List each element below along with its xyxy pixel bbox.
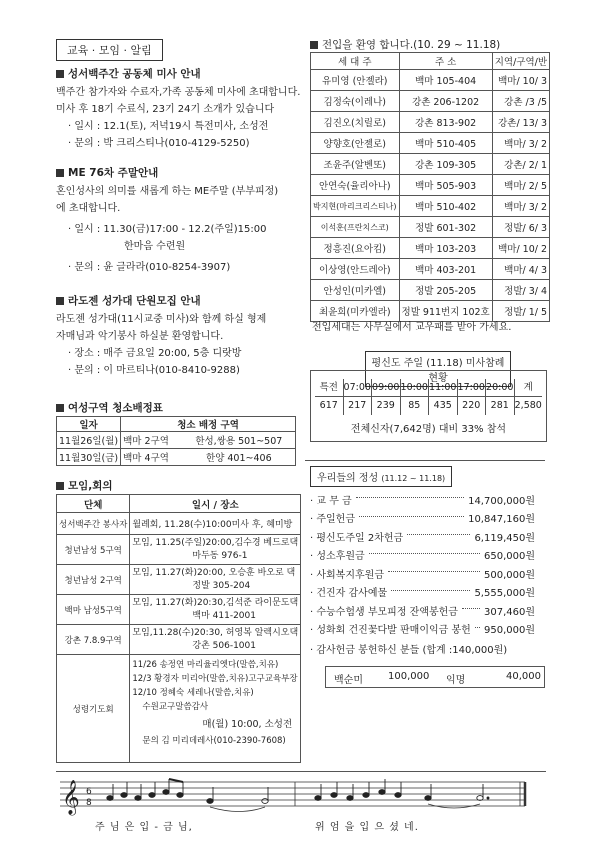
offering-row	[310, 564, 535, 583]
head-cell: 이석훈(프란치스코)	[311, 217, 400, 238]
head-cell: 박지현(마리크리스티나)	[311, 196, 400, 217]
zone-cell: 백마/ 3/ 2	[492, 196, 549, 217]
donor-amount: 40,000	[506, 671, 541, 682]
group-cell: 청년남성 5구역	[57, 535, 130, 565]
meetings-heading: 모임,회의	[56, 478, 113, 493]
cell: 11월30일(금)	[57, 449, 121, 466]
attendance-summary: 전체신자(7,642명) 대비 33% 참석	[350, 424, 507, 435]
notice-line: 라도젠 성가대(11시교중 미사)와 함께 하실 형제	[56, 314, 267, 325]
offering-label: · 교 무 금	[310, 495, 352, 507]
table-header: 세 대 주	[311, 53, 400, 70]
notice-line: 백주간 참가자와 수료자,가족 공동체 미사에 초대합니다.	[56, 87, 301, 98]
attendance-value-cell: 85	[401, 397, 430, 415]
zone-cell: 백마/ 2/ 5	[492, 175, 549, 196]
zone-cell: 백마/ 3/ 2	[492, 133, 549, 154]
offering-amount: 6,119,450원	[474, 532, 535, 544]
attendance-value-cell: 281	[486, 397, 515, 415]
leader-dots	[388, 571, 480, 572]
offering-row	[310, 583, 535, 602]
svg-text:6: 6	[86, 787, 92, 797]
table-row	[311, 238, 550, 259]
notice-bible-mass	[56, 66, 301, 152]
table-row	[57, 449, 296, 466]
notice-line: 자매님과 악기봉사 하실분 환영합니다.	[56, 331, 224, 342]
divider	[305, 460, 545, 461]
head-cell: 유미영 (안젤라)	[311, 70, 400, 91]
address-cell: 백마 510-402	[399, 196, 492, 217]
cell: 백마 2구역	[121, 432, 183, 449]
head-cell: 김진오(치릴로)	[311, 112, 400, 133]
offering-row	[310, 490, 535, 509]
when-cell: 모임, 11.27(화)20:30,김석준 라이문도댁 백마 411-2001	[130, 595, 301, 625]
table-row	[311, 217, 550, 238]
table-row	[57, 535, 301, 565]
table-header: 청소 배정 구역	[121, 417, 296, 432]
zone-cell: 정발/ 1/ 5	[492, 301, 549, 322]
offering-label: · 성소후원금	[310, 551, 365, 563]
music-staff	[60, 774, 530, 820]
when-cell: 모임, 11.25(주일)20:00,김수경 베드로댁 마두동 976-1	[130, 535, 301, 565]
donor-name: 백순미	[334, 675, 363, 686]
cell: 백마 4구역	[121, 449, 183, 466]
offering-amount: 950,000원	[483, 625, 535, 637]
address-cell: 강촌 206-1202	[399, 91, 492, 112]
cleaning-heading: 여성구역 청소배정표	[56, 400, 163, 415]
address-cell: 강촌 109-305	[399, 154, 492, 175]
table-row	[57, 432, 296, 449]
attendance-heading: 평신도 주일 (11.18) 미사참례 현황	[365, 351, 511, 387]
bullet-square-icon	[56, 70, 64, 78]
group-cell: 성서백주간 봉사자	[57, 513, 130, 535]
head-cell: 최윤희(미카엘라)	[311, 301, 400, 322]
leader-dots	[356, 497, 464, 498]
notice-contact: · 문의 : 윤 글라라(010-8254-3907)	[68, 262, 231, 273]
table-header: 지역/구역/반	[492, 53, 549, 70]
table-row	[311, 259, 550, 280]
notice-heading: ME 76차 주말안내	[56, 165, 296, 180]
notice-line: 미사 후 18기 수료식, 23기 24기 소개가 있습니다	[56, 104, 275, 115]
group-cell: 청년남성 2구역	[57, 565, 130, 595]
attendance-value-cell: 2,580	[514, 400, 542, 411]
svg-text:𝄞: 𝄞	[62, 780, 80, 815]
offering-label: · 건진자 감사예물	[310, 588, 388, 600]
address-cell: 백마 105-404	[399, 70, 492, 91]
zone-cell: 백마/ 10/ 2	[492, 238, 549, 259]
offering-row	[310, 527, 535, 546]
attendance-header-cell: 계	[515, 379, 543, 397]
newcomers-heading: 전입을 환영 합니다.(10. 29 ~ 11.18)	[310, 37, 500, 52]
table-row	[311, 133, 550, 154]
leader-dots	[369, 553, 480, 554]
group-cell: 성령기도회	[57, 655, 130, 763]
offering-label: · 평신도주일 2차헌금	[310, 532, 404, 544]
offerings-list	[310, 490, 535, 638]
attendance-value-row	[315, 397, 542, 415]
attendance-value-cell: 217	[344, 397, 373, 415]
notice-contact: · 문의 : 박 크리스티나(010-4129-5250)	[68, 138, 250, 149]
zone-cell: 백마/ 4/ 3	[492, 259, 549, 280]
zone-cell: 강촌/ 2/ 1	[492, 154, 549, 175]
head-cell: 양향호(안젤로)	[311, 133, 400, 154]
table-row	[57, 655, 301, 763]
offering-amount: 650,000원	[483, 551, 535, 563]
thanks-label: · 감사헌금 봉헌하신 분들 (합계 :140,000원)	[310, 645, 508, 656]
notice-me-weekend	[56, 165, 296, 276]
attendance-value-cell: 239	[372, 397, 401, 415]
leader-dots	[462, 608, 480, 609]
group-cell: 백마 남성5구역	[57, 595, 130, 625]
attendance-header-cell: 17:00	[458, 379, 487, 397]
notice-date: · 일시 : 11.30(금)17:00 - 12.2(주일)15:00	[68, 224, 267, 235]
notice-date: · 일시 : 12.1(토), 저녁19시 특전미사, 소성전	[68, 121, 269, 132]
address-cell: 백마 103-203	[399, 238, 492, 259]
offering-row	[310, 546, 535, 565]
notice-contact: · 문의 : 이 마르티나(010-8410-9288)	[68, 365, 240, 376]
meetings-table	[56, 494, 301, 763]
table-row	[57, 625, 301, 655]
section-title: 교육 · 모임 · 알림	[56, 39, 163, 61]
attendance-header-cell: 20:00	[486, 379, 515, 397]
table-row	[311, 91, 550, 112]
leader-dots	[475, 627, 480, 628]
lyrics-line: 주 님 은 입 - 금 님,	[95, 822, 193, 833]
offering-label: · 주일헌금	[310, 514, 355, 526]
bullet-square-icon	[56, 404, 64, 412]
bullet-square-icon	[56, 297, 64, 305]
bullet-square-icon	[310, 41, 318, 49]
attendance-header-cell: 11:00	[429, 379, 458, 397]
head-cell: 조윤주(알벤또)	[311, 154, 400, 175]
leader-dots	[359, 516, 464, 517]
offering-amount: 5,555,000원	[474, 588, 535, 600]
offering-row	[310, 601, 535, 620]
zone-cell: 백마/ 10/ 3	[492, 70, 549, 91]
address-cell: 백마 403-201	[399, 259, 492, 280]
table-header: 일시 / 장소	[130, 495, 301, 513]
cleaning-table	[56, 416, 296, 466]
address-cell: 백마 505-903	[399, 175, 492, 196]
newcomers-note: 전입세대는 사무실에서 교우패를 받아 가세요.	[312, 322, 512, 333]
table-row	[57, 565, 301, 595]
offering-amount: 14,700,000원	[468, 495, 535, 507]
divider	[56, 771, 546, 772]
attendance-box	[310, 370, 547, 442]
table-row	[311, 196, 550, 217]
head-cell: 이상영(안드레아)	[311, 259, 400, 280]
address-cell: 정발 911번지 102호	[399, 301, 492, 322]
table-row	[57, 513, 301, 535]
offering-amount: 307,460원	[483, 606, 535, 618]
donor-box	[325, 666, 545, 688]
offering-label: · 사회복지후원금	[310, 569, 384, 581]
notice-line: 에 초대합니다.	[56, 203, 121, 214]
table-row	[311, 280, 550, 301]
notice-choir	[56, 293, 296, 379]
table-header: 주 소	[399, 53, 492, 70]
group-cell: 강촌 7.8.9구역	[57, 625, 130, 655]
offering-label: · 성화회 건진꽃다발 판매이익금 봉헌	[310, 625, 471, 637]
zone-cell: 정발/ 3/ 4	[492, 280, 549, 301]
head-cell: 김정숙(이레나)	[311, 91, 400, 112]
bullet-square-icon	[56, 169, 64, 177]
notice-place: · 장소 : 매주 금요일 20:00, 5층 디랏방	[68, 348, 242, 359]
offering-row	[310, 620, 535, 639]
table-row	[311, 154, 550, 175]
zone-cell: 강촌 /3 /5	[492, 91, 549, 112]
when-cell: 모임,11.28(수)20:30, 허영복 알렉시오댁 강촌 506-1001	[130, 625, 301, 655]
when-cell: 월례회, 11.28(수)10:00미사 후, 혜미방	[130, 513, 301, 535]
attendance-header-cell: 특전	[315, 379, 344, 397]
table-header: 일자	[57, 417, 121, 432]
cell: 11월26일(월)	[57, 432, 121, 449]
attendance-value-cell: 220	[458, 397, 487, 415]
notice-place: 한마음 수련원	[124, 241, 186, 252]
table-row	[57, 595, 301, 625]
bullet-square-icon	[56, 482, 64, 490]
address-cell: 백마 510-405	[399, 133, 492, 154]
address-cell: 정발 205-205	[399, 280, 492, 301]
cell: 한양 401~406	[183, 449, 296, 466]
zone-cell: 정발/ 6/ 3	[492, 217, 549, 238]
attendance-header-cell: 07:00	[344, 379, 373, 397]
head-cell: 안성인(미카엘)	[311, 280, 400, 301]
attendance-header-cell: 09:00	[372, 379, 401, 397]
notice-heading: 라도젠 성가대 단원모집 안내	[56, 293, 296, 308]
head-cell: 정흥진(요아킴)	[311, 238, 400, 259]
leader-dots	[391, 590, 470, 591]
attendance-value-cell: 435	[429, 397, 458, 415]
offering-amount: 500,000원	[483, 569, 535, 581]
offering-label: · 수능수험생 부모피정 잔액봉헌금	[310, 606, 458, 618]
attendance-value-cell: 617	[315, 397, 344, 415]
attendance-header-row	[315, 379, 542, 397]
table-row	[311, 112, 550, 133]
donor-amount: 100,000	[388, 671, 430, 682]
when-cell: 11/26 송정연 마리율리엣다(말씀,치유) 12/3 황경자 미리아(말씀,치유)고구교육부장 12/10 정혜숙 세레나(말씀,치유) 수원교구말씀감사 매(월) 10:00, 소성전 문의 김 미리데레사(010-2390-7608)	[130, 655, 301, 763]
table-header: 단체	[57, 495, 130, 513]
table-row	[311, 70, 550, 91]
address-cell: 정발 601-302	[399, 217, 492, 238]
table-row	[311, 175, 550, 196]
offering-row	[310, 509, 535, 528]
donor-name: 익명	[446, 675, 466, 686]
notice-heading: 성서백주간 공동체 미사 안내	[56, 66, 296, 81]
leader-dots	[407, 534, 470, 535]
zone-cell: 강촌/ 13/ 3	[492, 112, 549, 133]
head-cell: 안연숙(율리아나)	[311, 175, 400, 196]
lyrics-line: 위 엄 을 입 으 셨 네.	[315, 822, 419, 833]
address-cell: 강촌 813-902	[399, 112, 492, 133]
offering-amount: 10,847,160원	[468, 514, 535, 526]
notice-line: 혼인성사의 의미를 새롭게 하는 ME주말 (부부피정)	[56, 186, 279, 197]
svg-text:8: 8	[86, 798, 92, 808]
cell: 한성,쌍용 501~507	[183, 432, 296, 449]
when-cell: 모임, 11.27(화)20:00, 오승훈 바오로 댁 정발 305-204	[130, 565, 301, 595]
offerings-heading: 우리들의 정성 (11.12 ~ 11.18)	[310, 466, 452, 487]
attendance-header-cell: 10:00	[401, 379, 430, 397]
newcomers-table	[310, 52, 550, 322]
